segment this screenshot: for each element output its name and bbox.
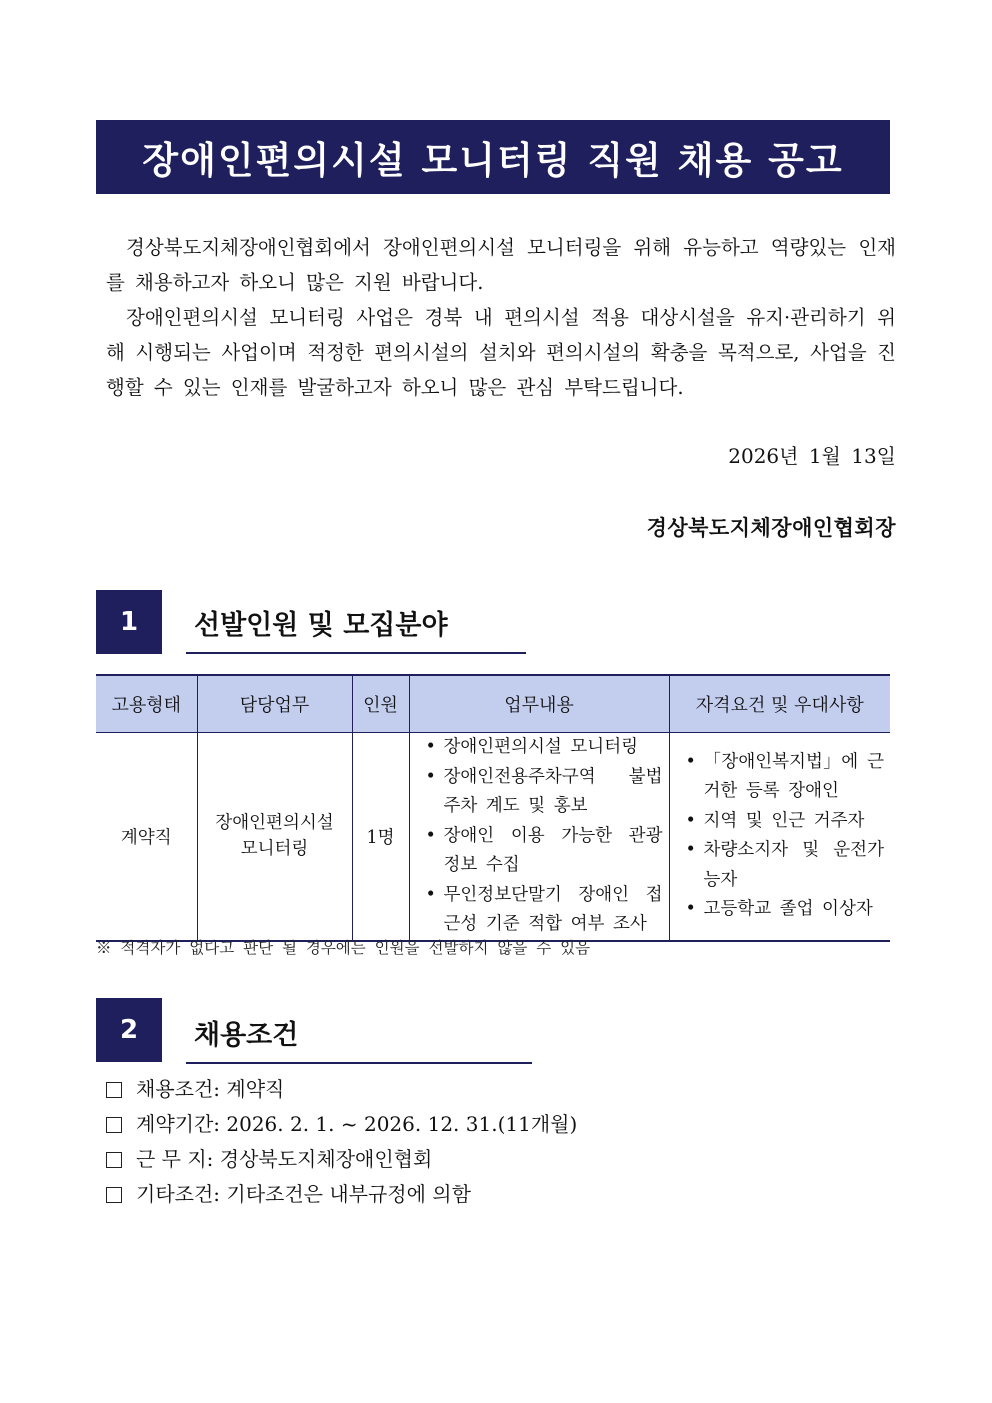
intro-text	[106, 230, 896, 405]
page-title: 장애인편의시설 모니터링 직원 채용 공고	[96, 120, 890, 194]
table-row	[96, 733, 890, 941]
section-1-title: 선발인원 및 모집분야	[186, 592, 526, 654]
table-footnote: ※ 적격자가 없다고 판단 될 경우에는 인원을 선발하지 않을 수 있음	[96, 939, 591, 957]
list-item: • 지역 및 인근 거주자	[684, 807, 885, 837]
section-2-number: 2	[96, 998, 162, 1062]
section-1-number: 1	[96, 590, 162, 654]
list-item: • 차량소지자 및 운전가능자	[684, 836, 885, 895]
task-list	[410, 733, 669, 940]
conditions-list	[106, 1072, 577, 1212]
cell-employment-type: 계약직	[96, 733, 197, 941]
condition-text: 계약기간: 2026. 2. 1. ~ 2026. 12. 31.(11개월)	[136, 1112, 578, 1136]
list-item: • 장애인편의시설 모니터링	[424, 733, 663, 763]
list-item: • 「장애인복지법」에 근거한 등록 장애인	[684, 748, 885, 807]
cell-requirements	[669, 733, 890, 941]
section-2-title: 채용조건	[186, 1002, 532, 1064]
list-item	[106, 1107, 577, 1142]
recruitment-table	[96, 674, 890, 942]
list-item: • 장애인전용주차구역 불법 주차 계도 및 홍보	[424, 763, 663, 822]
header-employment-type: 고용형태	[96, 675, 197, 733]
list-item	[106, 1177, 577, 1212]
condition-text: 채용조건: 계약직	[136, 1077, 285, 1101]
list-item: • 고등학교 졸업 이상자	[684, 895, 885, 925]
cell-headcount: 1명	[352, 733, 409, 941]
header-duty: 담당업무	[197, 675, 352, 733]
header-requirements: 자격요건 및 우대사항	[669, 675, 890, 733]
list-item: • 장애인 이용 가능한 관광 정보 수집	[424, 822, 663, 881]
cell-tasks	[409, 733, 669, 941]
list-item	[106, 1072, 577, 1107]
announcement-date: 2026년 1월 13일	[728, 444, 896, 468]
header-tasks: 업무내용	[409, 675, 669, 733]
cell-duty: 장애인편의시설 모니터링	[197, 733, 352, 941]
condition-text: 기타조건: 기타조건은 내부규정에 의함	[136, 1182, 471, 1206]
condition-text: 근 무 지: 경상북도지체장애인협회	[136, 1147, 433, 1171]
checkbox-icon	[106, 1082, 122, 1098]
intro-paragraph-2: 장애인편의시설 모니터링 사업은 경북 내 편의시설 적용 대상시설을 유지·관리하기 위해 시행되는 사업이며 적정한 편의시설의 설치와 편의시설의 확충을 목적으로, 사업을 진행할 수 있는 인재를 발굴하고자 하오니 많은 관심 부탁드립니다.	[106, 306, 896, 399]
intro-paragraph-1: 경상북도지체장애인협회에서 장애인편의시설 모니터링을 위해 유능하고 역량있는 인재를 채용하고자 하오니 많은 지원 바랍니다.	[106, 236, 896, 294]
list-item	[106, 1142, 577, 1177]
organization-signature: 경상북도지체장애인협회장	[646, 515, 896, 540]
checkbox-icon	[106, 1117, 122, 1133]
header-headcount: 인원	[352, 675, 409, 733]
requirement-list	[670, 748, 891, 925]
checkbox-icon	[106, 1152, 122, 1168]
table-header-row	[96, 675, 890, 733]
checkbox-icon	[106, 1187, 122, 1203]
list-item: • 무인정보단말기 장애인 접근성 기준 적합 여부 조사	[424, 881, 663, 940]
